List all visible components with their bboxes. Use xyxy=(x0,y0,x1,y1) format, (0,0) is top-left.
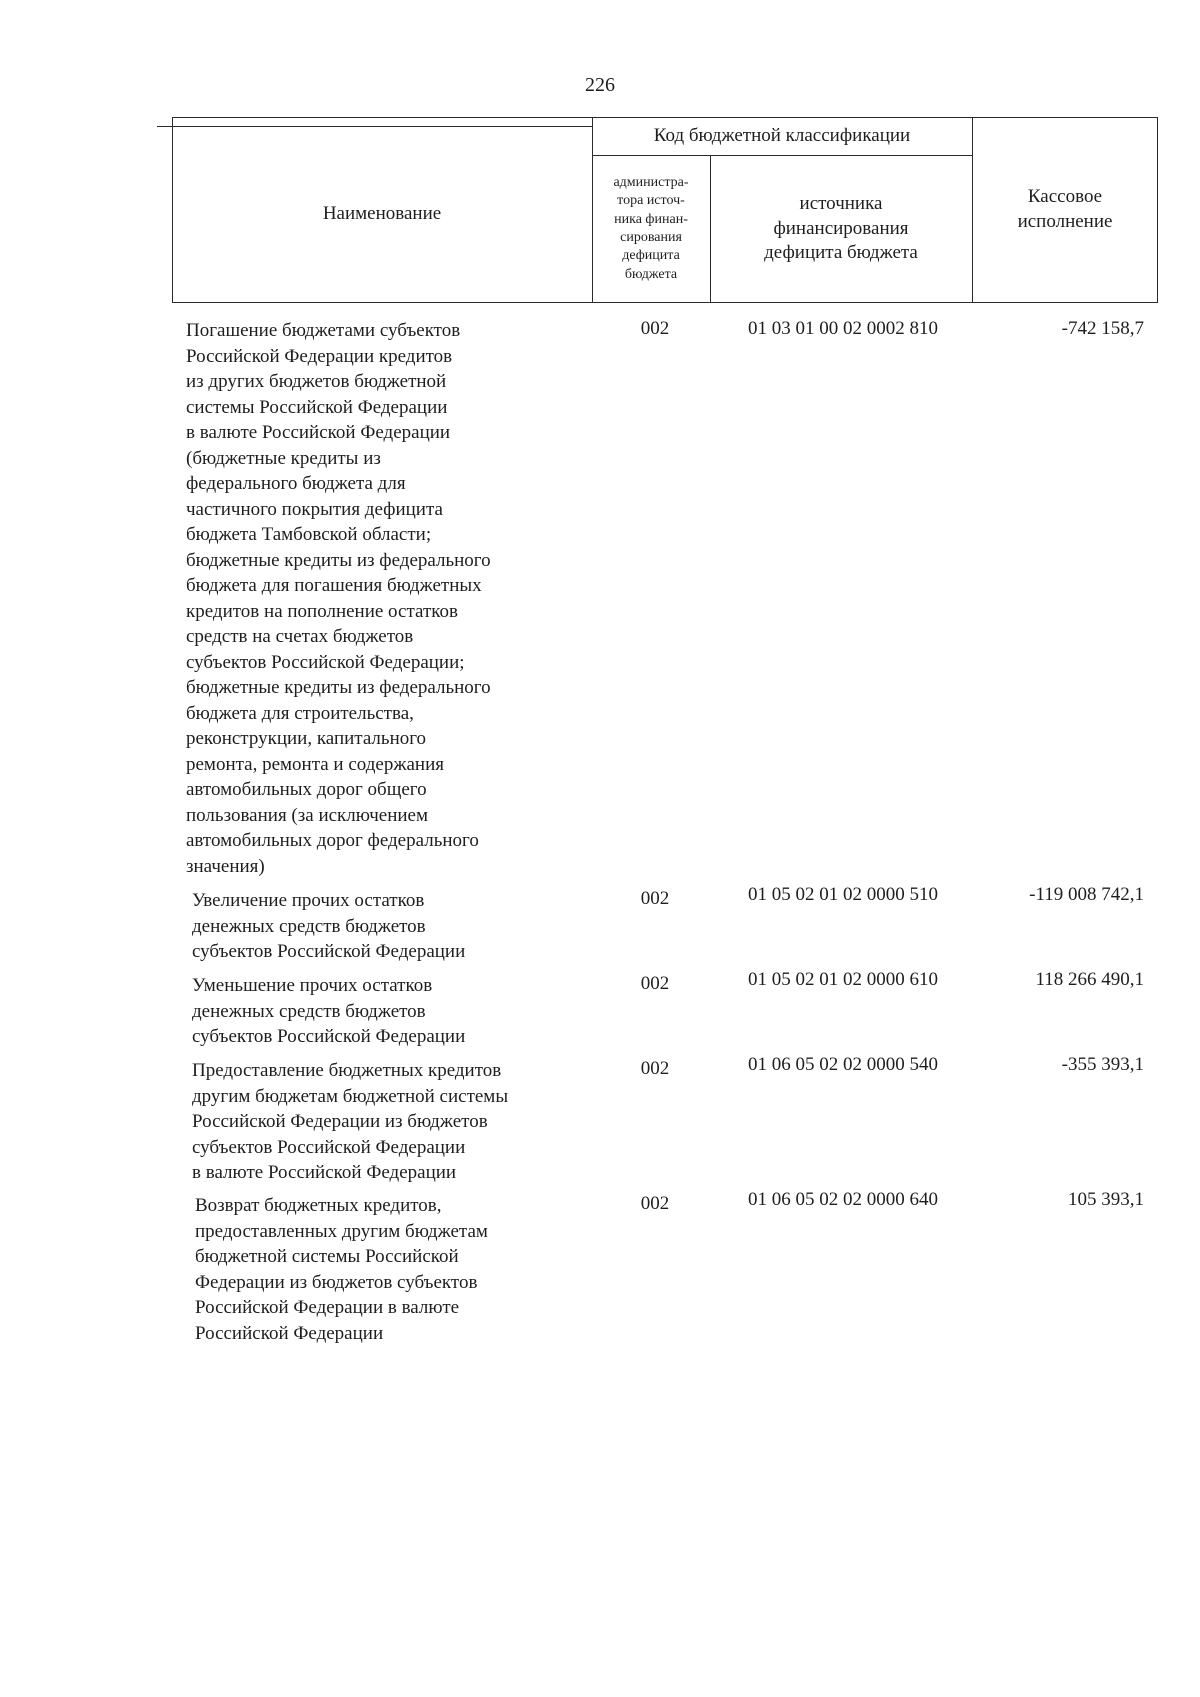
row-source-code: 01 06 05 02 02 0000 540 xyxy=(748,1054,938,1075)
row-amount: -119 008 742,1 xyxy=(1029,884,1144,905)
row-admin-code: 002 xyxy=(640,888,670,909)
row-name: Возврат бюджетных кредитов, предоставленных другим бюджетам бюджетной системы Российской Федерации из бюджетов субъектов Российской Федерации в валюте Российской Федерации xyxy=(195,1195,488,1344)
row-admin-code: 002 xyxy=(640,318,670,339)
column-header-source: источника финансирования дефицита бюджета xyxy=(764,192,918,264)
row-admin-code: 002 xyxy=(640,1193,670,1214)
column-group-header-code: Код бюджетной классификации xyxy=(653,124,911,146)
row-admin-code: 002 xyxy=(640,1058,670,1079)
row-name: Погашение бюджетами субъектов Российской Федерации кредитов из других бюджетов бюджетной системы Российской Федерации в валюте Российской Федерации (бюджетные кредиты из федерального бюджета для частичного покрытия дефицита бюджета Тамбовской области; бюджетные кредиты из федерального бюджета для погашения бюджетных кредитов на пополнение остатков средств на счетах бюджетов субъектов Российской Федерации; бюджетные кредиты из федерального бюджета для строительства, реконструкции, капитального ремонта, ремонта и содержания автомобильных дорог общего пользования (за исключением автомобильных дорог федерального значения) xyxy=(186,320,491,877)
row-source-code: 01 05 02 01 02 0000 610 xyxy=(748,969,938,990)
page-number: 226 xyxy=(585,74,615,96)
row-source-code: 01 05 02 01 02 0000 510 xyxy=(748,884,938,905)
row-amount: 118 266 490,1 xyxy=(1035,969,1144,990)
row-name: Уменьшение прочих остатков денежных средств бюджетов субъектов Российской Федерации xyxy=(192,975,466,1047)
column-header-admin: администра- тора источ- ника финан- сирования дефицита бюджета xyxy=(613,174,689,282)
row-source-code: 01 06 05 02 02 0000 640 xyxy=(748,1189,938,1210)
row-name: Увеличение прочих остатков денежных средств бюджетов субъектов Российской Федерации xyxy=(192,890,466,962)
row-name: Предоставление бюджетных кредитов другим бюджетам бюджетной системы Российской Федерации из бюджетов субъектов Российской Федерации в валюте Российской Федерации xyxy=(192,1060,509,1183)
row-amount: -355 393,1 xyxy=(1061,1054,1144,1075)
column-header-name: Наименование xyxy=(322,203,442,225)
column-header-execution: Кассовое исполнение xyxy=(1017,186,1113,232)
row-admin-code: 002 xyxy=(640,973,670,994)
row-amount: -742 158,7 xyxy=(1061,318,1144,339)
row-amount: 105 393,1 xyxy=(1068,1189,1144,1210)
row-source-code: 01 03 01 00 02 0002 810 xyxy=(748,318,938,339)
